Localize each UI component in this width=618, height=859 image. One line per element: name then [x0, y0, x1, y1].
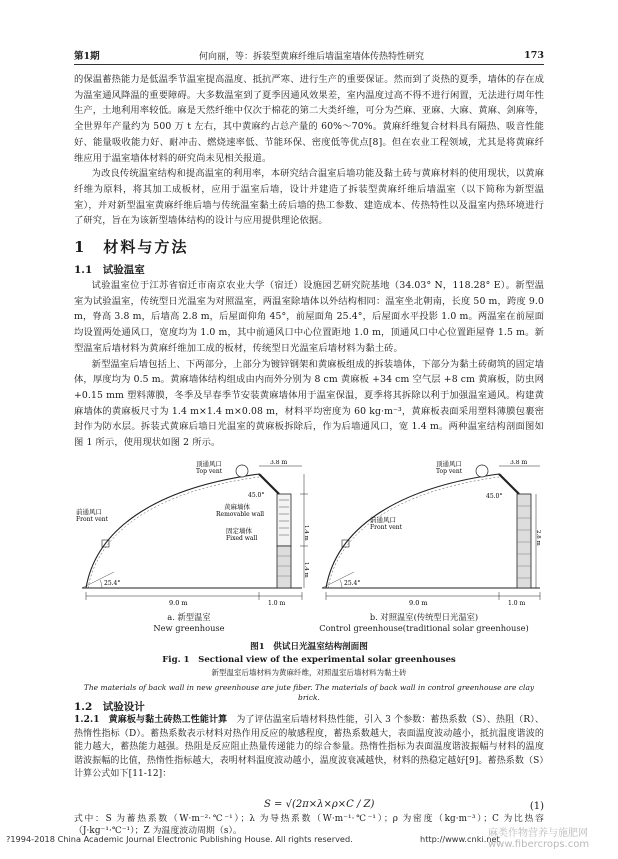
figure-1-caption-cn: 图1 供试日光温室结构剖面图	[250, 642, 368, 652]
b-span: 9.0 m	[409, 599, 428, 607]
intro-paragraph-2: 为改良传统温室结构和提高温室的利用率，本研究结合温室后墙功能及黏土砖与黄麻材料的使用现状，以黄麻纤维为原料，将其加工成板材，应用于温室后墙，设计并建造了拆装型黄麻纤维后墙温室（以下简称为新型温室），并对新型温室黄麻纤维后墙与传统温室黏土砖后墙的热工参数、建造成本、传热特性以及温室内热环境进行了研究，旨在为该新型墙体结构的设计与应用提供理论依据。	[74, 168, 544, 227]
issue-number: 第1期	[74, 51, 100, 62]
section-1-1-body	[74, 278, 544, 451]
a-removable-en: Removable wall	[216, 511, 265, 518]
subcaption-a-cn: a. 新型温室	[167, 612, 211, 622]
copyright-text: ?1994-2018 China Academic Journal Electronic Publishing House. All rights reserved.	[6, 834, 353, 844]
a-span: 9.0 m	[169, 599, 188, 607]
subcaption-b-en: Control greenhouse(traditional solar greenhouse)	[319, 623, 529, 633]
section-1-1-heading: 1.1 试验温室	[74, 264, 145, 276]
s11-paragraph-1: 试验温室位于江苏省宿迁市南京农业大学（宿迁）设施园艺研究院基地（34.03° N，118.28° E）。新型温室为试验温室，传统型日光温室为对照温室，两温室除墙体以外结构相同：温室坐北朝南，长度 50 m，跨度 9.0 m，脊高 3.8 m，后墙高 2.8 m，后屋面仰角 45°，前屋面角 25.4°，后屋面水平投影 1.0 m。两温室在前屋面均设置两处通风口，宽度均为 1.0 m，其中前通风口中心位置距地 1.0 m，顶通风口中心位置距屋脊 1.5 m。新型温室后墙材料为黄麻纤维加工成的板材，传统型日光温室后墙材料为黏土砖。	[74, 280, 544, 354]
figure-1-diagram	[74, 460, 544, 610]
a-fixed-en: Fixed wall	[226, 535, 258, 542]
watermark-line-1: 麻类作物营养与施肥网	[488, 828, 588, 839]
a-projection: 1.0 m	[268, 600, 286, 607]
watermark-line-2: www.fibercrops.com	[488, 839, 590, 850]
b-rear-angle: 45.0°	[486, 493, 503, 500]
header-rule	[74, 64, 544, 65]
intro-paragraph-1: 的保温蓄热能力是低温季节温室提高温度、抵抗严寒、进行生产的重要保证。然而到了炎热的夏季，墙体的存在成为温室通风降温的重要障碍。大多数温室到了夏季因通风效果差，室内温度过高不得不进行闲置，无法进行周年性生产，土地利用率较低。麻是天然纤维中仅次于棉花的第二大类纤维，可分为苎麻、亚麻、大麻、黄麻、剑麻等，全世界年产量约为 500 万 t 左右，其中黄麻约占总产量的 60%～70%。黄麻纤维复合材料具有隔热、吸音性能好、能量吸收能力好、耐冲击、燃烧速率低、节能环保、密度低等优点[8]。但在农业工程领域，尤其是将黄麻纤维应用于温室墙体材料的研究尚未见相关报道。	[74, 74, 544, 164]
b-top-vent-en: Top vent	[436, 468, 463, 475]
equation-formula: S = √(2π×λ×ρ×C / Z)	[264, 799, 375, 810]
b-wall-height: 2.8 m	[535, 530, 541, 546]
figure-1-caption-en: Fig. 1 Sectional view of the experimental solar greenhouses	[162, 655, 456, 665]
figure-1-note-en: The materials of back wall in new greenhouse are jute fiber. The materials of back wall in control greenhouse are clay brick.	[83, 683, 535, 702]
running-header	[74, 47, 544, 63]
a-rear-angle: 45.0°	[248, 492, 265, 499]
cnki-url: http://www.cnki.net	[420, 834, 500, 844]
page-number: 173	[524, 49, 544, 61]
equation-where: 式中：S 为蓄热系数（W·m⁻²·℃⁻¹）；λ 为导热系数（W·m⁻¹·℃⁻¹）；ρ 为密度（kg·m⁻³）；C 为比热容（J·kg⁻¹·℃⁻¹）；Z 为温度波动周期（s）。	[74, 814, 544, 836]
a-top-vent-en: Top vent	[196, 468, 223, 475]
panel-a	[76, 460, 309, 607]
b-top-vent-cn: 顶通风口	[436, 460, 462, 468]
section-1-2-1-body	[74, 714, 544, 782]
intro-block	[74, 72, 544, 229]
section-1-2-1-heading: 1.2.1 黄麻板与黏土砖热工性能计算	[74, 715, 228, 725]
b-front-angle: 25.4°	[344, 580, 361, 587]
watermark	[488, 828, 589, 850]
b-ridge-height: 3.8 m	[510, 460, 528, 466]
subcaption-a-en: New greenhouse	[153, 623, 225, 633]
panel-b	[322, 460, 541, 607]
s11-paragraph-2: 新型温室后墙包括上、下两部分，上部分为镀锌钢架和黄麻板组成的拆装墙体，下部分为黏土砖砌筑的固定墙体，厚度均为 0.5 m。黄麻墙体结构组成由内而外分别为 8 cm 黄麻板 +34 cm 空气层 +8 cm 黄麻板，防虫网 +0.15 mm 塑料薄膜，冬季及早春季节安装黄麻墙体用于温室保温，夏季将其拆除以利于加强温室通风。构建黄麻墙体的黄麻板尺寸为 1.4 m×1.4 m×0.08 m，材料平均密度为 60 kg·m⁻³，黄麻板表面采用塑料薄膜包裹密封作为防水层。拆装式黄麻后墙日光温室的黄麻板拆除后，作为后墙通风口，宽 1.4 m。两种温室结构剖面图如图 1 所示，使用现状如图 2 所示。	[74, 358, 544, 449]
a-top-vent-cn: 顶通风口	[196, 460, 222, 468]
a-front-angle: 25.4°	[104, 580, 121, 587]
a-front-vent-en: Front vent	[76, 516, 109, 523]
section-1-2-heading: 1.2 试验设计	[74, 701, 145, 713]
a-removable-cn: 黄麻墙体	[224, 503, 250, 511]
running-title: 何向丽，等：拆装型黄麻纤维后墙温室墙体传热特性研究	[199, 51, 425, 62]
s121-paragraph	[74, 714, 544, 782]
equation-number: (1)	[529, 801, 544, 812]
a-ridge-height: 3.8 m	[270, 460, 288, 466]
b-front-vent-cn: 前通风口	[370, 516, 396, 524]
figure-1-subcaptions	[74, 612, 544, 634]
b-projection: 1.0 m	[508, 600, 526, 607]
b-front-vent-en: Front vent	[370, 524, 403, 531]
subcaption-b-cn: b. 对照温室(传统型日光温室)	[369, 612, 479, 622]
a-fixed-cn: 固定墙体	[226, 527, 252, 535]
a-wall-lower: 1.4 m	[303, 562, 309, 578]
figure-1-note-cn: 新型温室后墙材料为黄麻纤维，对照温室后墙材料为黏土砖	[211, 668, 407, 677]
section-1-heading: 1 材料与方法	[74, 238, 189, 256]
a-front-vent-cn: 前通风口	[76, 508, 102, 516]
a-wall-upper: 1.4 m	[303, 525, 309, 541]
s121-text: 为了评估温室后墙材料热性能，引入 3 个参数：蓄热系数（S）、热阻（R）、热惰性指标（D）。蓄热系数表示材料对热作用反应的敏感程度，蓄热系数越大，表面温度波动越小，抵抗温度谐波的能力越大，蓄热能力越强。热阻是反应阻止热量传递能力的综合参量。热惰性指标为表面温度谐波振幅与材料的温度谐波振幅的比值，热惰性指标越大，表明材料温度波动越小，温度波衰减越快，材料的热稳定越好[9]。蓄热系数（S）计算公式如下[11-12]：	[74, 715, 544, 779]
